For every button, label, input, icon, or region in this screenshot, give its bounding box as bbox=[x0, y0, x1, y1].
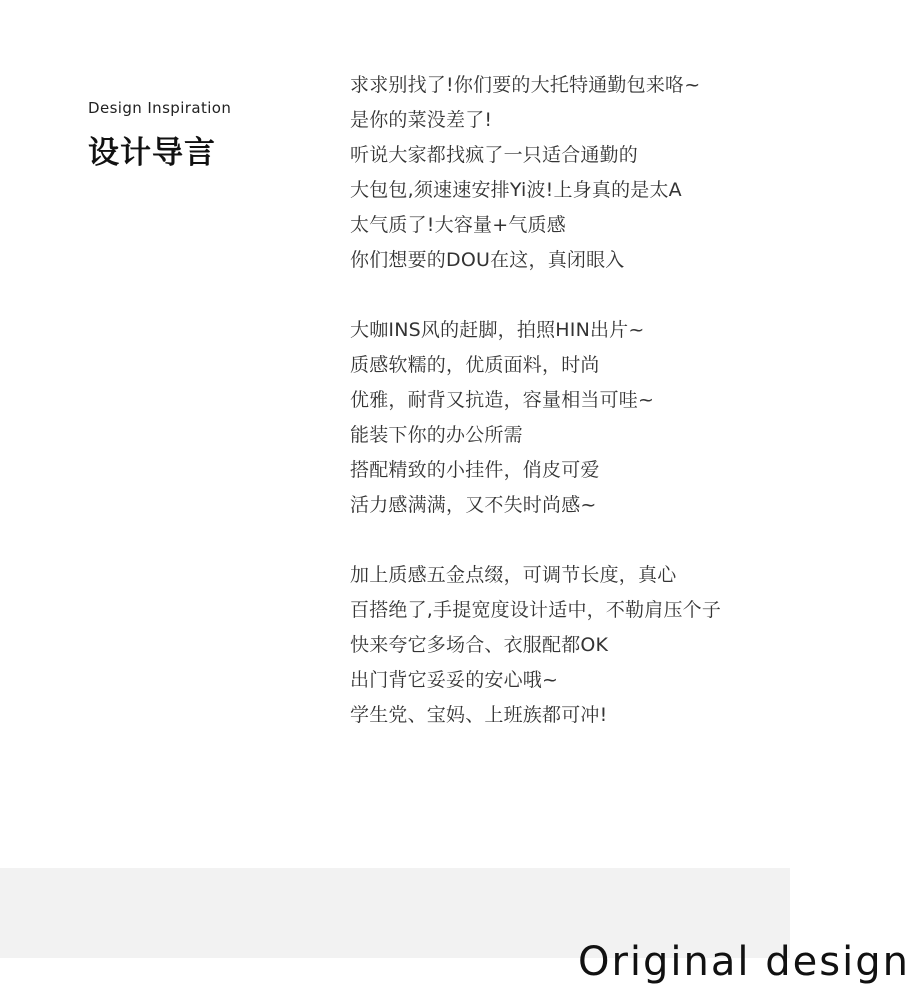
section-subtitle: Design Inspiration bbox=[88, 99, 232, 117]
text-line: 你们想要的DOU在这，真闭眼入 bbox=[350, 249, 625, 271]
text-line: 大咖INS风的赶脚，拍照HIN出片~ bbox=[350, 319, 645, 341]
text-line: 太气质了!大容量+气质感 bbox=[350, 214, 566, 236]
text-line: 质感软糯的，优质面料，时尚 bbox=[350, 354, 600, 376]
next-section-heading: Original design bbox=[578, 939, 910, 985]
next-section-preview bbox=[0, 868, 910, 985]
description-text bbox=[350, 68, 786, 768]
text-line: 大包包,须速速安排Yi波!上身真的是太A bbox=[350, 179, 682, 201]
text-line: 求求别找了!你们要的大托特通勤包来咯~ bbox=[350, 74, 701, 96]
text-line: 出门背它妥妥的安心哦~ bbox=[350, 669, 559, 691]
text-line: 能装下你的办公所需 bbox=[350, 424, 523, 446]
text-line: 听说大家都找疯了一只适合通勤的 bbox=[350, 144, 639, 166]
text-line: 学生党、宝妈、上班族都可冲! bbox=[350, 704, 608, 726]
paragraph-1 bbox=[350, 68, 786, 278]
section-title: 设计导言 bbox=[88, 135, 216, 171]
text-line: 是你的菜没差了! bbox=[350, 109, 493, 131]
text-line: 优雅，耐背又抗造，容量相当可哇~ bbox=[350, 389, 655, 411]
paragraph-3 bbox=[350, 558, 786, 733]
text-line: 活力感满满，又不失时尚感~ bbox=[350, 494, 597, 516]
text-line: 快来夸它多场合、衣服配都OK bbox=[350, 634, 609, 656]
section-heading bbox=[88, 98, 231, 173]
text-line: 搭配精致的小挂件，俏皮可爱 bbox=[350, 459, 600, 481]
paragraph-2 bbox=[350, 313, 786, 523]
text-line: 加上质感五金点缀，可调节长度，真心 bbox=[350, 564, 677, 586]
text-line: 百搭绝了,手提宽度设计适中，不勒肩压个子 bbox=[350, 599, 722, 621]
